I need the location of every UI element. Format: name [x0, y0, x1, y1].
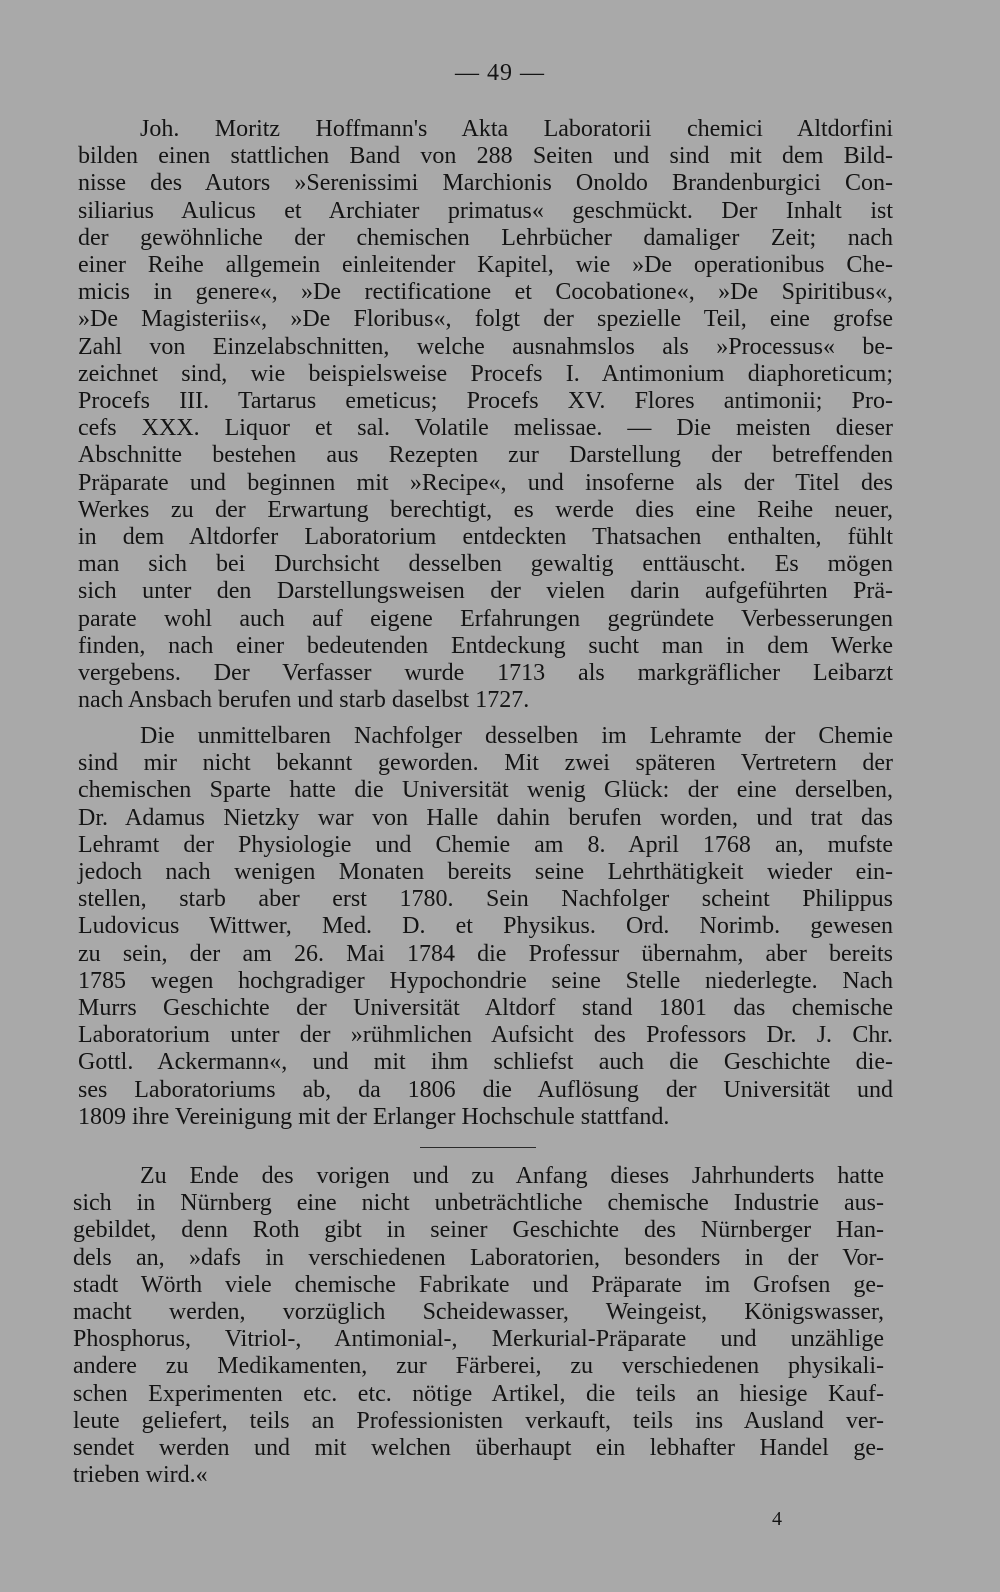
- text-line: zu sein, der am 26. Mai 1784 die Professur übernahm, aber bereits: [78, 940, 893, 967]
- text-line: sich in Nürnberg eine nicht unbeträchtliche chemische Industrie aus-: [73, 1190, 884, 1217]
- text-line: gebildet, denn Roth gibt in seiner Geschichte des Nürnberger Han-: [73, 1217, 884, 1244]
- section-divider: [420, 1147, 536, 1148]
- text-line: Procefs III. Tartarus emeticus; Procefs XV. Flores antimonii; Pro-: [78, 388, 893, 414]
- text-line: Ludovicus Wittwer, Med. D. et Physikus. Ord. Norimb. gewesen: [78, 913, 893, 940]
- text-line: Die unmittelbaren Nachfolger desselben im Lehramte der Chemie: [140, 723, 893, 749]
- text-line: Joh. Moritz Hoffmann's Akta Laboratorii chemici Altdorfini: [140, 116, 893, 142]
- text-line: nach Ansbach berufen und starb daselbst 1727.: [78, 687, 530, 714]
- text-line: sendet werden und mit welchen überhaupt ein lebhafter Handel ge-: [73, 1435, 884, 1461]
- text-line: Phosphorus, Vitriol-, Antimonial-, Merkurial-Präparate und unzählige: [73, 1326, 884, 1353]
- text-line: zeichnet sind, wie beispielsweise Procefs I. Antimonium diaphoreticum;: [78, 360, 893, 387]
- text-line: leute geliefert, teils an Professionisten verkauft, teils ins Ausland ver-: [73, 1407, 884, 1434]
- text-line: trieben wird.«: [73, 1462, 208, 1489]
- text-line: Lehramt der Physiologie und Chemie am 8. April 1768 an, mufste: [78, 831, 893, 858]
- text-line: sind mir nicht bekannt geworden. Mit zwei späteren Vertretern der: [78, 750, 893, 777]
- text-line: Präparate und beginnen mit »Recipe«, und insoferne als der Titel des: [78, 469, 893, 496]
- text-line: der gewöhnliche der chemischen Lehrbücher damaliger Zeit; nach: [78, 224, 893, 251]
- text-line: Zu Ende des vorigen und zu Anfang dieses Jahrhunderts hatte: [140, 1163, 884, 1189]
- text-line: Zahl von Einzelabschnitten, welche ausnahmslos als »Processus« be-: [78, 333, 893, 360]
- text-line: man sich bei Durchsicht desselben gewaltig enttäuscht. Es mögen: [78, 551, 893, 578]
- text-line: Dr. Adamus Nietzky war von Halle dahin berufen worden, und trat das: [78, 804, 893, 831]
- text-line: Werkes zu der Erwartung berechtigt, es werde dies eine Reihe neuer,: [78, 496, 893, 523]
- signature-mark: 4: [772, 1508, 782, 1530]
- text-line: cefs XXX. Liquor et sal. Volatile melissae. — Die meisten dieser: [78, 415, 893, 442]
- text-line: siliarius Aulicus et Archiater primatus« geschmückt. Der Inhalt ist: [78, 197, 893, 224]
- text-line: dels an, »dafs in verschiedenen Laboratorien, besonders in der Vor-: [73, 1244, 884, 1271]
- text-line: micis in genere«, »De rectificatione et Cocobatione«, »De Spiritibus«,: [78, 279, 893, 306]
- text-line: macht werden, vorzüglich Scheidewasser, Weingeist, Königswasser,: [73, 1299, 884, 1325]
- text-line: andere zu Medikamenten, zur Färberei, zu verschiedenen physikali-: [73, 1353, 884, 1380]
- text-line: Gottl. Ackermann«, und mit ihm schliefst auch die Geschichte die-: [78, 1049, 893, 1076]
- text-line: in dem Altdorfer Laboratorium entdeckten Thatsachen enthalten, fühlt: [78, 524, 893, 550]
- text-line: »De Magisteriis«, »De Floribus«, folgt der spezielle Teil, eine grofse: [78, 306, 893, 333]
- text-line: chemischen Sparte hatte die Universität wenig Glück: der eine derselben,: [78, 777, 893, 804]
- text-line: Laboratorium unter der »rühmlichen Aufsicht des Professors Dr. J. Chr.: [78, 1022, 893, 1049]
- text-line: ses Laboratoriums ab, da 1806 die Auflösung der Universität und: [78, 1076, 893, 1103]
- text-line: 1785 wegen hochgradiger Hypochondrie seine Stelle niederlegte. Nach: [78, 967, 893, 994]
- text-line: jedoch nach wenigen Monaten bereits seine Lehrthätigkeit wieder ein-: [78, 859, 893, 885]
- text-line: vergebens. Der Verfasser wurde 1713 als markgräflicher Leibarzt: [78, 660, 893, 686]
- text-line: parate wohl auch auf eigene Erfahrungen gegründete Verbesserungen: [78, 605, 893, 632]
- text-line: Murrs Geschichte der Universität Altdorf stand 1801 das chemische: [78, 995, 893, 1021]
- page-number-header: — 49 —: [455, 60, 545, 86]
- text-line: 1809 ihre Vereinigung mit der Erlanger Hochschule stattfand.: [78, 1103, 670, 1130]
- text-line: einer Reihe allgemein einleitender Kapitel, wie »De operationibus Che-: [78, 252, 893, 278]
- text-line: nisse des Autors »Serenissimi Marchionis Onoldo Brandenburgici Con-: [78, 170, 893, 197]
- text-line: stellen, starb aber erst 1780. Sein Nachfolger scheint Philippus: [78, 886, 893, 913]
- text-line: Abschnitte bestehen aus Rezepten zur Darstellung der betreffenden: [78, 442, 893, 469]
- text-line: stadt Wörth viele chemische Fabrikate und Präparate im Grofsen ge-: [73, 1271, 884, 1298]
- text-line: sich unter den Darstellungsweisen der vielen darin aufgeführten Prä-: [78, 578, 893, 605]
- text-line: bilden einen stattlichen Band von 288 Seiten und sind mit dem Bild-: [78, 143, 893, 170]
- text-line: schen Experimenten etc. etc. nötige Artikel, die teils an hiesige Kauf-: [73, 1380, 884, 1407]
- text-line: finden, nach einer bedeutenden Entdeckung sucht man in dem Werke: [78, 632, 893, 659]
